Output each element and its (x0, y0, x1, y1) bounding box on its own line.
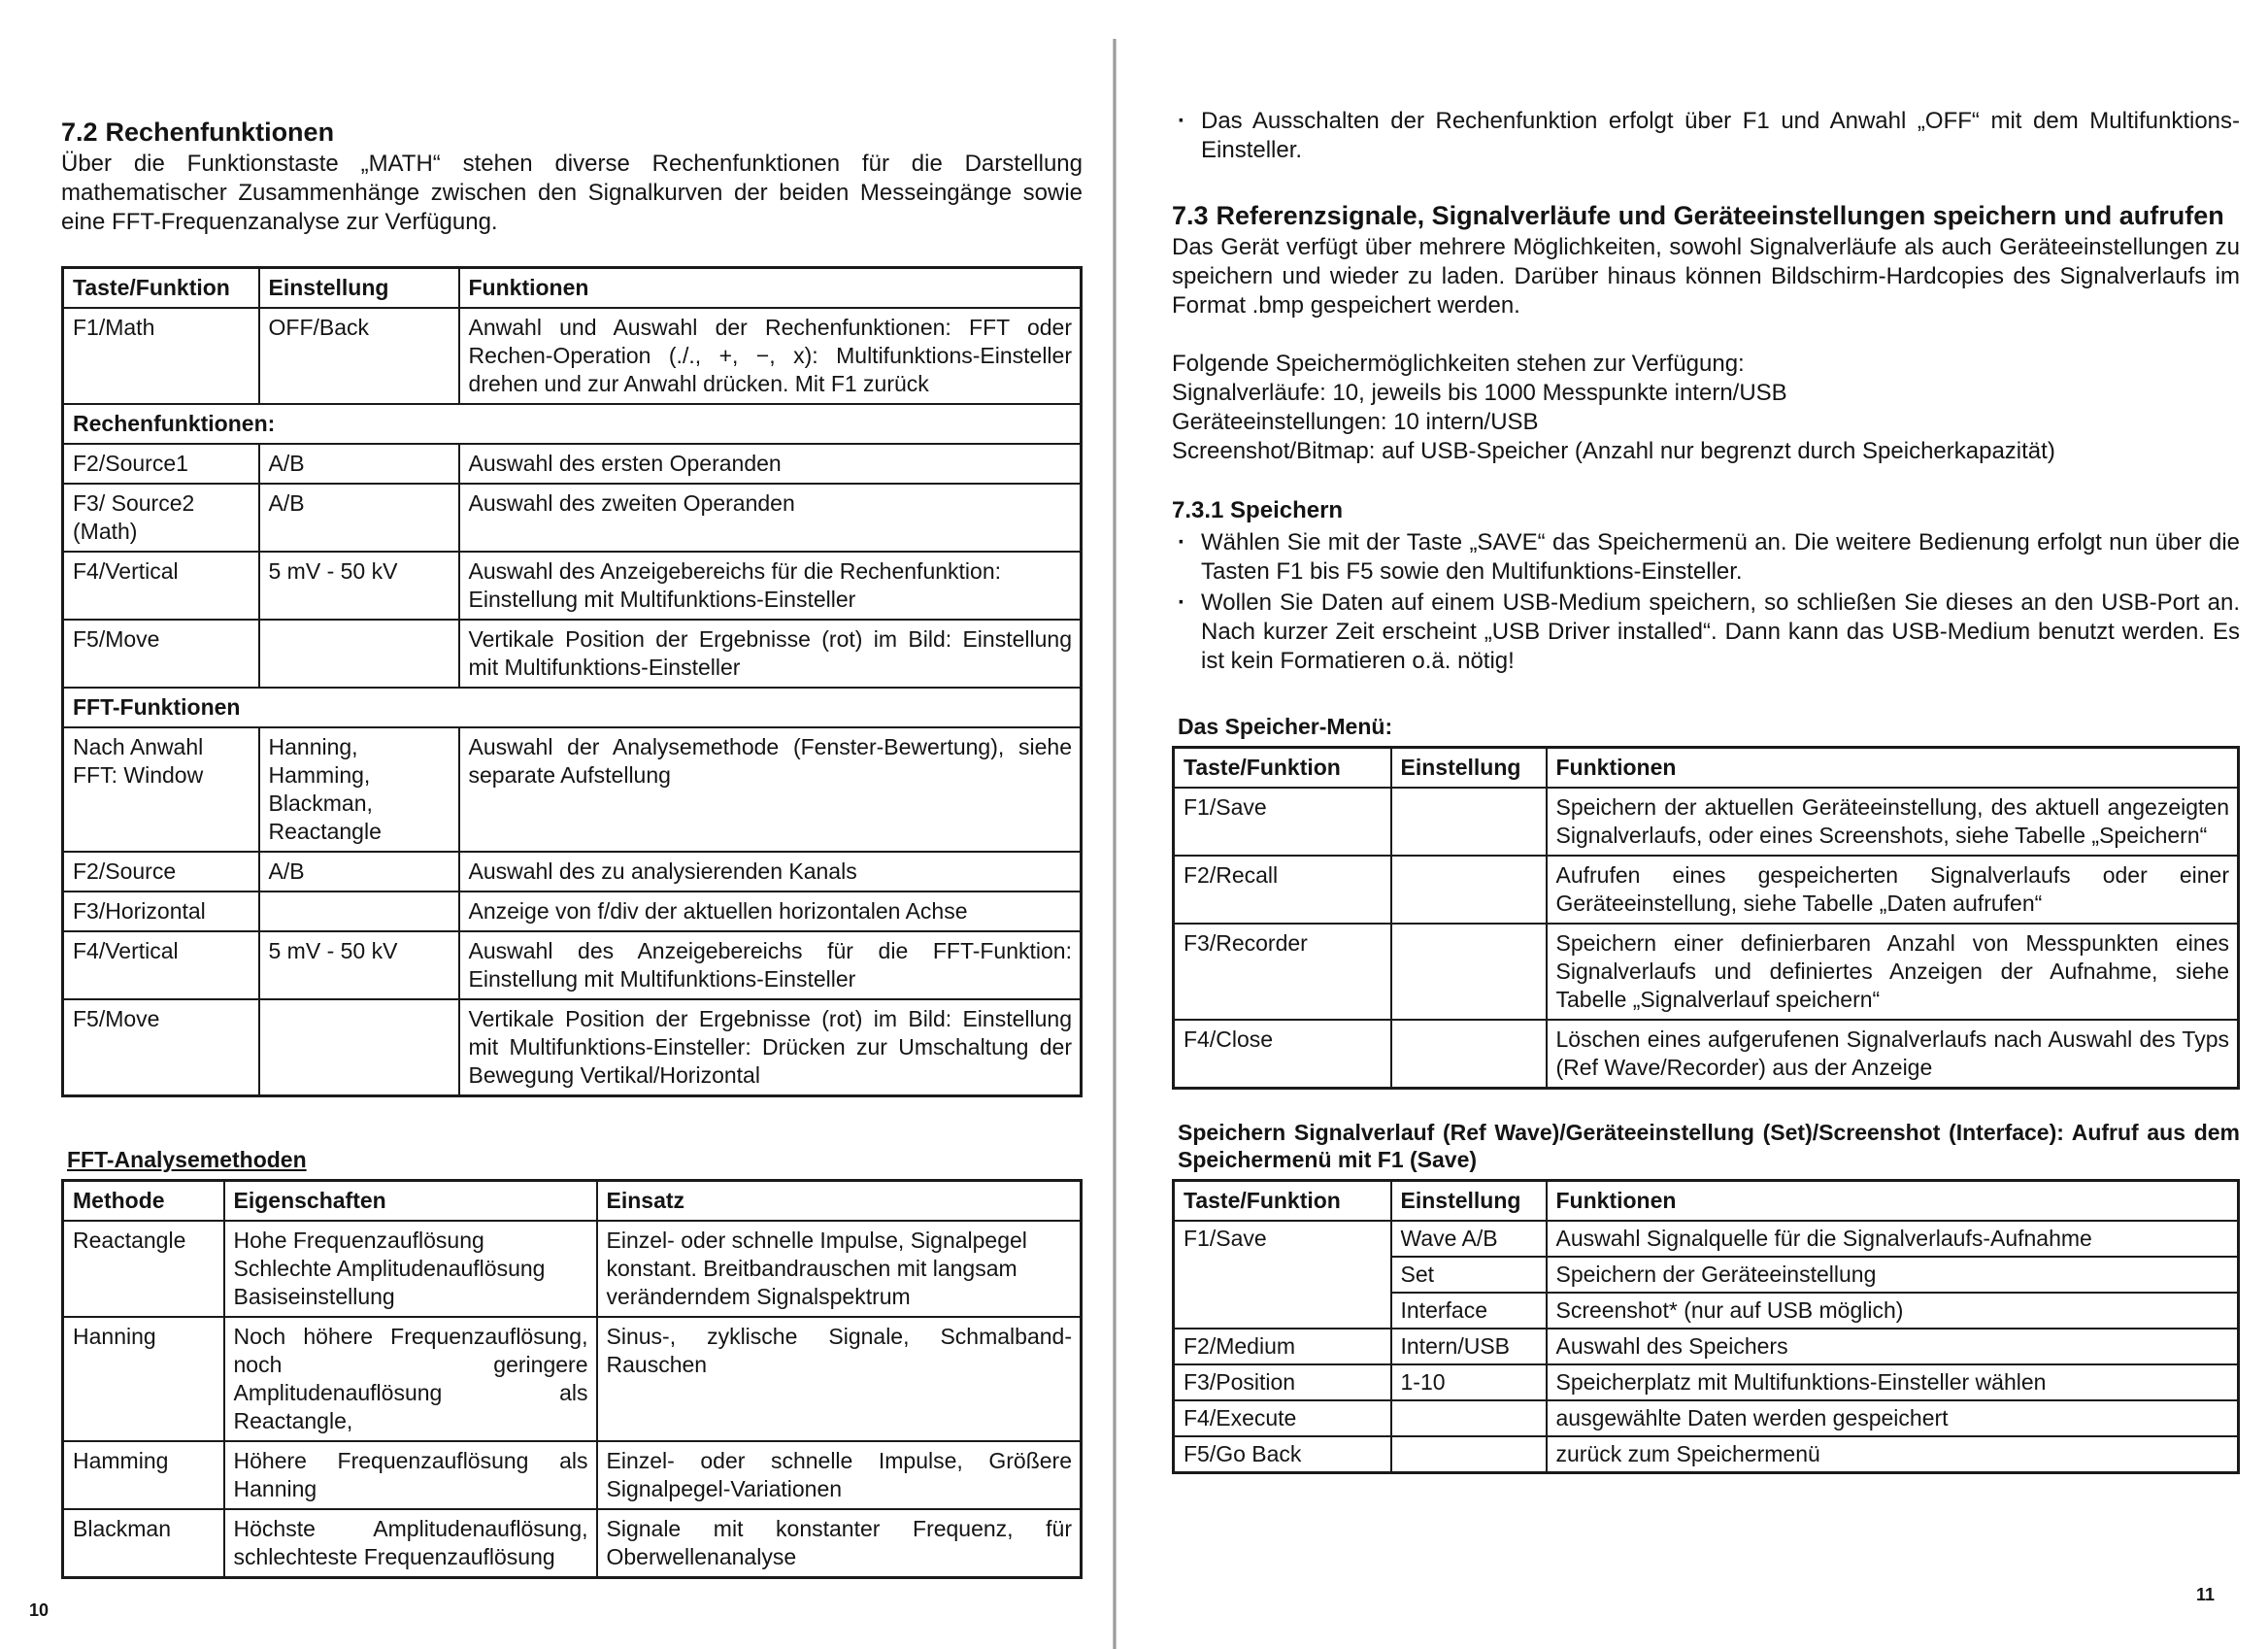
function-cell: Anzeige von f/div der aktuellen horizontalen Achse (459, 892, 1082, 931)
header-cell: Einstellung (1391, 1181, 1547, 1222)
method-cell: Hamming (63, 1441, 224, 1509)
save-menu-title: Das Speicher-Menü: (1178, 714, 1393, 739)
save-table-title: Speichern Signalverlauf (Ref Wave)/Geräteeinstellung (Set)/Screenshot (Interface): Aufruf aus dem Speichermenü mit F1 (Save) (1178, 1120, 2240, 1172)
section-heading-7-3 (1172, 200, 2240, 231)
key-cell: F3/Position (1174, 1364, 1391, 1400)
function-cell: Auswahl des Anzeigebereichs für die Rechenfunktion: Einstellung mit Multifunktions-Einsteller (459, 552, 1082, 620)
function-cell: Auswahl Signalquelle für die Signalverlaufs-Aufnahme (1547, 1221, 2239, 1257)
storage-options-line: Folgende Speichermöglichkeiten stehen zur Verfügung: (1172, 351, 1745, 377)
setting-cell: A/B (259, 444, 459, 484)
save-menu-table (1172, 746, 2240, 1090)
setting-cell: Hanning, Hamming, Blackman, Reactangle (259, 727, 459, 852)
table-row (1174, 1364, 2239, 1400)
table-section-row (63, 688, 1082, 727)
header-cell: Taste/Funktion (1174, 748, 1391, 789)
setting-cell: Intern/USB (1391, 1329, 1547, 1364)
table-row (63, 852, 1082, 892)
storage-options-line: Signalverläufe: 10, jeweils bis 1000 Messpunkte intern/USB (1172, 380, 1787, 406)
function-cell: Auswahl des Anzeigebereichs für die FFT-Funktion: Einstellung mit Multifunktions-Einsteller (459, 931, 1082, 999)
setting-cell: 5 mV - 50 kV (259, 552, 459, 620)
heading-number: 7.2 (61, 118, 98, 147)
table-section-row (63, 404, 1082, 444)
left-page (0, 0, 1113, 1649)
usage-cell: Signale mit konstanter Frequenz, für Oberwellenanalyse (597, 1509, 1082, 1578)
method-cell: Blackman (63, 1509, 224, 1578)
key-cell: F4/Vertical (63, 931, 259, 999)
setting-cell: 5 mV - 50 kV (259, 931, 459, 999)
table-row (1174, 788, 2239, 856)
key-cell: Nach Anwahl FFT: Window (63, 727, 259, 852)
table-header-row (1174, 1181, 2239, 1222)
table-row (1174, 1221, 2239, 1257)
key-cell: F2/Source1 (63, 444, 259, 484)
bullet-item: · Das Ausschalten der Rechenfunktion erfolgt über F1 und Anwahl „OFF“ mit dem Multifunktions-Einsteller. (1172, 107, 2240, 165)
method-cell: Hanning (63, 1317, 224, 1441)
left-page-content (61, 117, 1083, 1579)
property-cell: Höchste Amplitudenauflösung, schlechteste Frequenzauflösung (224, 1509, 597, 1578)
table-row (1174, 1436, 2239, 1473)
function-cell: Auswahl des zweiten Operanden (459, 484, 1082, 552)
setting-cell (1391, 1400, 1547, 1436)
table-row (1174, 924, 2239, 1020)
key-cell: F2/Recall (1174, 856, 1391, 924)
key-cell: F4/Execute (1174, 1400, 1391, 1436)
table-row (63, 484, 1082, 552)
table-row (63, 1317, 1082, 1441)
key-cell: F3/Horizontal (63, 892, 259, 931)
function-cell: Auswahl des Speichers (1547, 1329, 2239, 1364)
header-cell: Taste/Funktion (63, 268, 259, 309)
save-options-table (1172, 1179, 2240, 1474)
function-cell: Speichern der Geräteeinstellung (1547, 1257, 2239, 1293)
key-cell: F1/Save (1174, 788, 1391, 856)
right-page-content (1172, 107, 2240, 1474)
header-cell: Funktionen (459, 268, 1082, 309)
function-cell: Auswahl des zu analysierenden Kanals (459, 852, 1082, 892)
section-label-fft-funktionen: FFT-Funktionen (63, 688, 1082, 727)
heading-text: Rechenfunktionen (105, 118, 335, 147)
fft-methods-table (61, 1179, 1083, 1579)
key-cell: F1/Math (63, 308, 259, 404)
function-cell: zurück zum Speichermenü (1547, 1436, 2239, 1473)
fft-methods-title: FFT-Analysemethoden (67, 1147, 307, 1172)
setting-cell (1391, 1020, 1547, 1089)
header-cell: Methode (63, 1181, 224, 1222)
function-cell: Speichern der aktuellen Geräteeinstellung, des aktuell angezeigten Signalverlaufs, oder eines Screenshots, siehe Tabelle „Speichern“ (1547, 788, 2239, 856)
table-header-row (1174, 748, 2239, 789)
header-cell: Funktionen (1547, 1181, 2239, 1222)
key-cell: F5/Go Back (1174, 1436, 1391, 1473)
table-row (63, 727, 1082, 852)
table-row (1174, 1400, 2239, 1436)
table-header-row (63, 1181, 1082, 1222)
function-cell: Auswahl des ersten Operanden (459, 444, 1082, 484)
usage-cell: Einzel- oder schnelle Impulse, Signalpegel konstant. Breitbandrauschen mit langsam veränderndem Signalspektrum (597, 1221, 1082, 1317)
function-cell: Aufrufen eines gespeicherten Signalverlaufs oder einer Geräteeinstellung, siehe Tabelle „Daten aufrufen“ (1547, 856, 2239, 924)
table-row (63, 308, 1082, 404)
setting-cell (1391, 1436, 1547, 1473)
setting-cell: Interface (1391, 1293, 1547, 1329)
intro-paragraph: Das Gerät verfügt über mehrere Möglichkeiten, sowohl Signalverläufe als auch Geräteeinstellungen zu speichern und wieder zu laden. Darüber hinaus können Bildschirm-Hardcopies des Signalverlaufs im Format .bmp gespeichert werden. (1172, 234, 2240, 319)
setting-cell (1391, 788, 1547, 856)
function-cell: Speicherplatz mit Multifunktions-Einsteller wählen (1547, 1364, 2239, 1400)
setting-cell: A/B (259, 852, 459, 892)
section-heading-7-2 (61, 117, 1083, 148)
setting-cell: 1-10 (1391, 1364, 1547, 1400)
page-number-right: 11 (2196, 1585, 2216, 1604)
key-cell: F5/Move (63, 620, 259, 688)
table-row (1174, 1329, 2239, 1364)
setting-cell (259, 620, 459, 688)
heading-number: 7.3 (1172, 201, 1209, 230)
subsection-heading-7-3-1: 7.3.1 Speichern (1172, 497, 1344, 523)
table-row (63, 620, 1082, 688)
table-row (63, 1441, 1082, 1509)
function-cell: Löschen eines aufgerufenen Signalverlaufs nach Auswahl des Typs (Ref Wave/Recorder) aus der Anzeige (1547, 1020, 2239, 1089)
table-header-row (63, 268, 1082, 309)
key-cell: F4/Close (1174, 1020, 1391, 1089)
usage-cell: Einzel- oder schnelle Impulse, Größere Signalpegel-Variationen (597, 1441, 1082, 1509)
key-cell: F5/Move (63, 999, 259, 1096)
function-cell: Vertikale Position der Ergebnisse (rot) im Bild: Einstellung mit Multifunktions-Einsteller: Drücken zur Umschaltung der Bewegung Vertikal/Horizontal (459, 999, 1082, 1096)
setting-cell (259, 892, 459, 931)
header-cell: Einsatz (597, 1181, 1082, 1222)
table-row (63, 552, 1082, 620)
setting-cell: A/B (259, 484, 459, 552)
setting-cell: Wave A/B (1391, 1221, 1547, 1257)
page-number-left: 10 (29, 1600, 50, 1620)
setting-cell (1391, 856, 1547, 924)
table-row (1174, 1020, 2239, 1089)
table-row (63, 999, 1082, 1096)
header-cell: Funktionen (1547, 748, 2239, 789)
math-functions-table (61, 266, 1083, 1097)
setting-cell: Set (1391, 1257, 1547, 1293)
function-cell: Auswahl der Analysemethode (Fenster-Bewertung), siehe separate Aufstellung (459, 727, 1082, 852)
table-row (1174, 856, 2239, 924)
key-cell: F2/Medium (1174, 1329, 1391, 1364)
key-cell: F1/Save (1174, 1221, 1391, 1329)
header-cell: Eigenschaften (224, 1181, 597, 1222)
bullet-item: · Wollen Sie Daten auf einem USB-Medium speichern, so schließen Sie dieses an den USB-Port an. Nach kurzer Zeit erscheint „USB Driver installed“. Dann kann das USB-Medium benutzt werden. Es ist kein Formatieren o.ä. nötig! (1172, 589, 2240, 676)
table-row (63, 1221, 1082, 1317)
top-bullet-list (1172, 107, 2240, 165)
setting-cell (1391, 924, 1547, 1020)
section-label-rechenfunktionen: Rechenfunktionen: (63, 404, 1082, 444)
function-cell: Anwahl und Auswahl der Rechenfunktionen: FFT oder Rechen-Operation (./., +, −, x): Multifunktions-Einsteller drehen und zur Anwahl drücken. Mit F1 zurück (459, 308, 1082, 404)
intro-paragraph: Über die Funktionstaste „MATH“ stehen diverse Rechenfunktionen für die Darstellung mathematischer Zusammenhänge zwischen den Signalkurven der beiden Messeingänge sowie eine FFT-Frequenzanalyse zur Verfügung. (61, 151, 1083, 235)
property-cell: Noch höhere Frequenzauflösung, noch geringere Amplitudenauflösung als Reactangle, (224, 1317, 597, 1441)
bullet-item: · Wählen Sie mit der Taste „SAVE“ das Speichermenü an. Die weitere Bedienung erfolgt nun über die Tasten F1 bis F5 sowie den Multifunktions-Einsteller. (1172, 528, 2240, 587)
save-bullet-list (1172, 528, 2240, 676)
function-cell: Speichern einer definierbaren Anzahl von Messpunkten eines Signalverlaufs und definiertes Anzeigen der Aufnahme, siehe Tabelle „Signalverlauf speichern“ (1547, 924, 2239, 1020)
key-cell: F4/Vertical (63, 552, 259, 620)
header-cell: Einstellung (1391, 748, 1547, 789)
property-cell: Höhere Frequenzauflösung als Hanning (224, 1441, 597, 1509)
function-cell: ausgewählte Daten werden gespeichert (1547, 1400, 2239, 1436)
setting-cell: OFF/Back (259, 308, 459, 404)
storage-options-line: Screenshot/Bitmap: auf USB-Speicher (Anzahl nur begrenzt durch Speicherkapazität) (1172, 438, 2055, 464)
setting-cell (259, 999, 459, 1096)
function-cell: Screenshot* (nur auf USB möglich) (1547, 1293, 2239, 1329)
key-cell: F3/ Source2 (Math) (63, 484, 259, 552)
heading-text: Referenzsignale, Signalverläufe und Geräteeinstellungen speichern und aufrufen (1216, 201, 2224, 230)
table-row (63, 1509, 1082, 1578)
right-page (1117, 0, 2268, 1649)
method-cell: Reactangle (63, 1221, 224, 1317)
function-cell: Vertikale Position der Ergebnisse (rot) im Bild: Einstellung mit Multifunktions-Einsteller (459, 620, 1082, 688)
storage-options-line: Geräteeinstellungen: 10 intern/USB (1172, 409, 1539, 435)
key-cell: F3/Recorder (1174, 924, 1391, 1020)
header-cell: Taste/Funktion (1174, 1181, 1391, 1222)
table-row (63, 444, 1082, 484)
header-cell: Einstellung (259, 268, 459, 309)
key-cell: F2/Source (63, 852, 259, 892)
table-row (63, 892, 1082, 931)
property-cell: Hohe Frequenzauflösung Schlechte Amplitudenauflösung Basiseinstellung (224, 1221, 597, 1317)
table-row (63, 931, 1082, 999)
usage-cell: Sinus-, zyklische Signale, Schmalband-Rauschen (597, 1317, 1082, 1441)
